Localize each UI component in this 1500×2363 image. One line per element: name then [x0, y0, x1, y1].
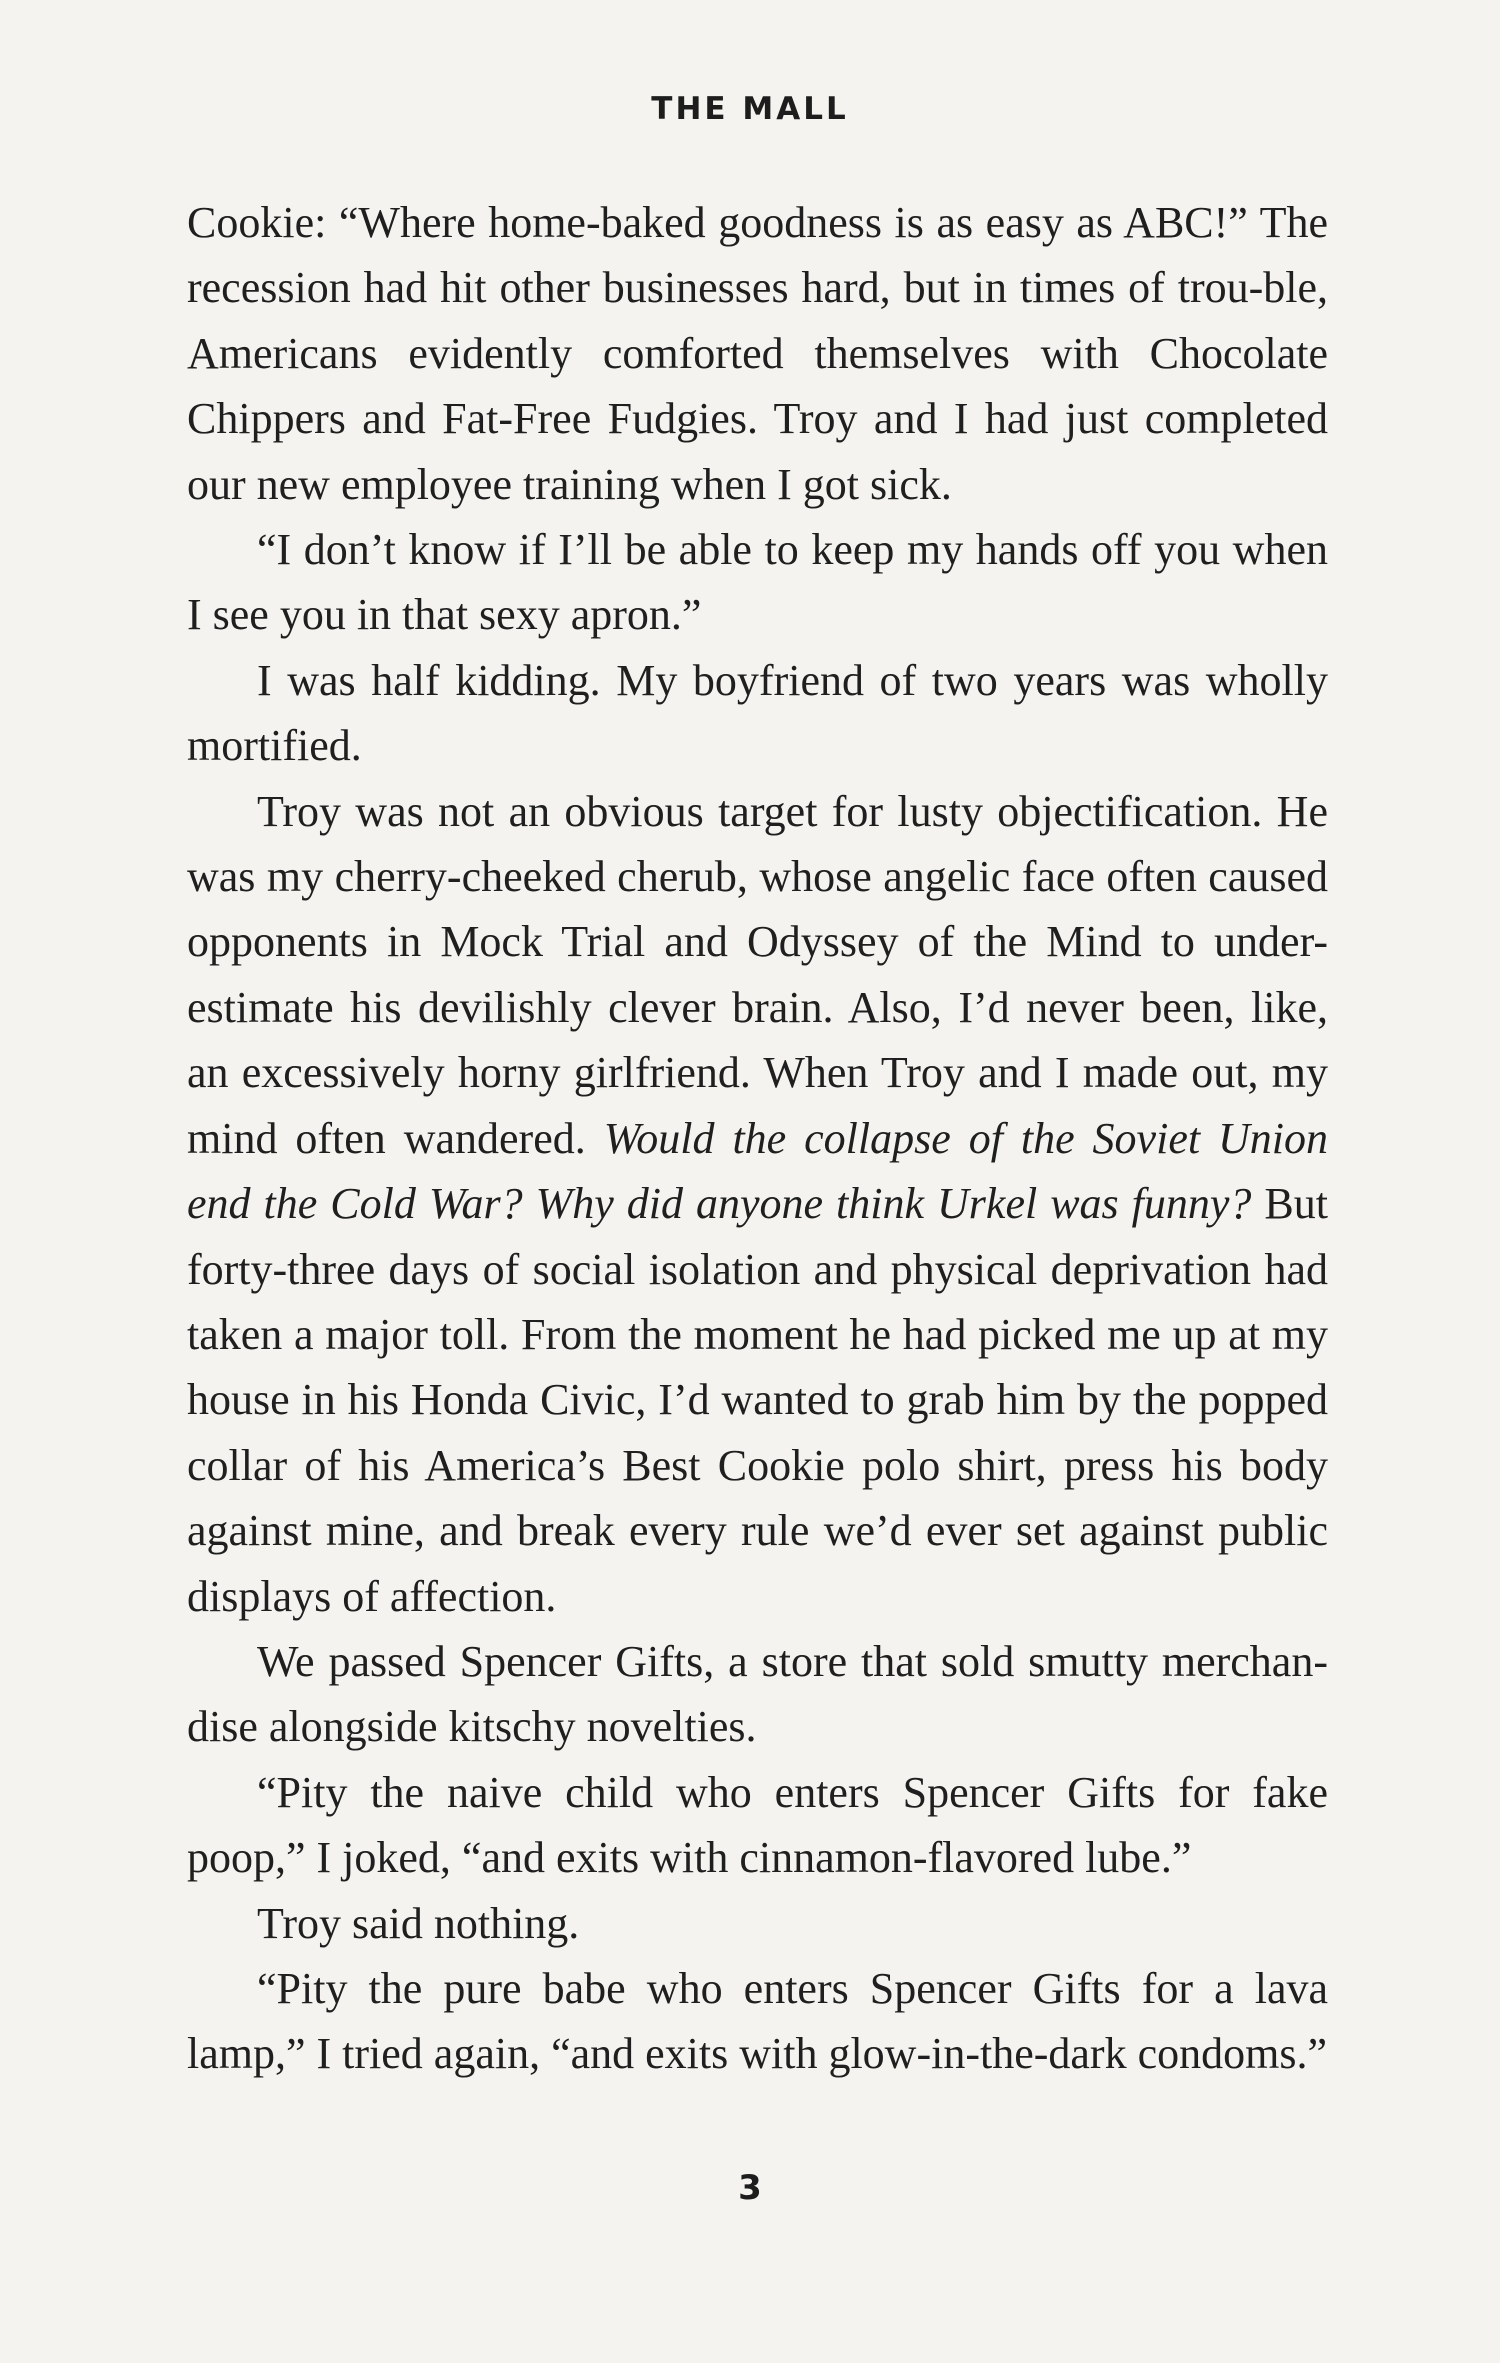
paragraph-3: I was half kidding. My boyfriend of two years was wholly mortified. [187, 655, 1328, 771]
paragraph-4-italic: Would the collapse of the Soviet Union end the Cold War? Why did anyone think Urkel was funny? [187, 1113, 1329, 1229]
paragraph-8: “Pity the pure babe who enters Spencer Gifts for a lava lamp,” I tried again, “and exits with glow-in-the-dark condoms.” [187, 1963, 1328, 2079]
paragraph-2: “I don’t know if I’ll be able to keep my hands off you when I see you in that sexy apron.” [187, 525, 1328, 640]
paragraph-5: We passed Spencer Gifts, a store that sold smutty merchan-dise alongside kitschy novelties. [187, 1636, 1328, 1752]
page-number: 3 [738, 2168, 762, 2208]
paragraph-4 [187, 779, 1328, 1629]
paragraph-7: Troy said nothing. [257, 1898, 580, 1948]
running-head: THE MALL [651, 91, 849, 127]
paragraph-1: Cookie: “Where home-baked goodness is as easy as ABC!” The recession had hit other businesses hard, but in times of trou-ble, Americans evidently comforted themselves with Chocolate Chippers and Fat-Free Fudgies. Troy and I had just completed our new employee training when I got sick. [187, 198, 1328, 509]
paragraph-4-text-b: But forty-three days of social isolation and physical deprivation had taken a major toll. From the moment he had picked me up at my house in his Honda Civic, I’d wanted to grab him by the popped collar of his America’s Best Cookie polo shirt, press his body against mine, and break every rule we’d ever set against public displays of affection. [187, 1179, 1328, 1621]
paragraph-6: “Pity the naive child who enters Spencer Gifts for fake poop,” I joked, “and exits with cinnamon-flavored lube.” [187, 1767, 1328, 1883]
body-text [187, 190, 1328, 2087]
paragraph-4-text-a: Troy was not an obvious target for lusty objectification. He was my cherry-cheeked cherub, whose angelic face often caused opponents in Mock Trial and Odyssey of the Mind to under-estimate his devilishly clever brain. Also, I’d never been, like, an excessively horny girlfriend. When Troy and I made out, my mind often wandered. [187, 786, 1328, 1163]
